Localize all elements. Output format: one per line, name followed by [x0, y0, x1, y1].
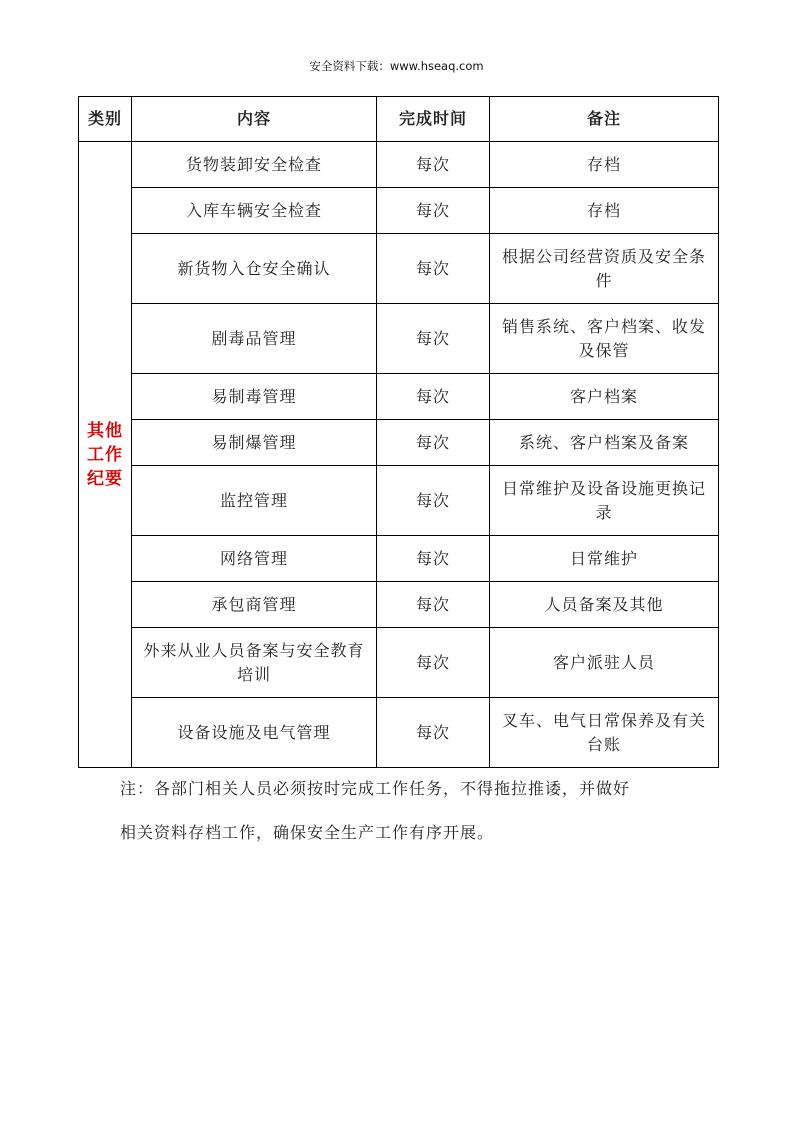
remark-cell: 日常维护及设备设施更换记录 [490, 466, 719, 536]
time-cell: 每次 [377, 188, 490, 234]
remark-cell: 日常维护 [490, 536, 719, 582]
content-cell: 剧毒品管理 [132, 304, 377, 374]
remark-cell: 人员备案及其他 [490, 582, 719, 628]
note-line-2: 相关资料存档工作，确保安全生产工作有序开展。 [120, 823, 495, 842]
time-cell: 每次 [377, 304, 490, 374]
table-row [79, 466, 719, 536]
content-cell: 易制爆管理 [132, 420, 377, 466]
table-row [79, 698, 719, 768]
column-header-time: 完成时间 [377, 97, 490, 142]
remark-cell: 根据公司经营资质及安全条件 [490, 234, 719, 304]
content-cell: 监控管理 [132, 466, 377, 536]
remark-cell: 叉车、电气日常保养及有关台账 [490, 698, 719, 768]
page-header: 安全资料下载：www.hseaq.com [309, 59, 484, 73]
schedule-table [78, 96, 719, 768]
remark-cell: 存档 [490, 188, 719, 234]
time-cell: 每次 [377, 698, 490, 768]
content-cell: 承包商管理 [132, 582, 377, 628]
table-row [79, 234, 719, 304]
content-cell: 易制毒管理 [132, 374, 377, 420]
remark-cell: 存档 [490, 142, 719, 188]
note-line-1: 注：各部门相关人员必须按时完成工作任务，不得拖拉推诿，并做好 [120, 779, 631, 798]
time-cell: 每次 [377, 374, 490, 420]
table-row [79, 142, 719, 188]
table-row [79, 536, 719, 582]
content-cell: 新货物入仓安全确认 [132, 234, 377, 304]
table-row [79, 420, 719, 466]
column-header-category: 类别 [79, 97, 132, 142]
column-header-remark: 备注 [490, 97, 719, 142]
time-cell: 每次 [377, 142, 490, 188]
remark-cell: 客户派驻人员 [490, 628, 719, 698]
time-cell: 每次 [377, 628, 490, 698]
content-cell: 外来从业人员备案与安全教育培训 [132, 628, 377, 698]
table-row [79, 374, 719, 420]
remark-cell: 销售系统、客户档案、收发及保管 [490, 304, 719, 374]
remark-cell: 系统、客户档案及备案 [490, 420, 719, 466]
remark-cell: 客户档案 [490, 374, 719, 420]
time-cell: 每次 [377, 466, 490, 536]
content-cell: 设备设施及电气管理 [132, 698, 377, 768]
time-cell: 每次 [377, 234, 490, 304]
table-row [79, 582, 719, 628]
time-cell: 每次 [377, 536, 490, 582]
table-row [79, 188, 719, 234]
content-cell: 入库车辆安全检查 [132, 188, 377, 234]
time-cell: 每次 [377, 582, 490, 628]
category-cell: 其他工作纪要 [79, 142, 132, 768]
table-row [79, 304, 719, 374]
table-row [79, 628, 719, 698]
table-header-row [79, 97, 719, 142]
content-cell: 网络管理 [132, 536, 377, 582]
time-cell: 每次 [377, 420, 490, 466]
content-cell: 货物装卸安全检查 [132, 142, 377, 188]
column-header-content: 内容 [132, 97, 377, 142]
